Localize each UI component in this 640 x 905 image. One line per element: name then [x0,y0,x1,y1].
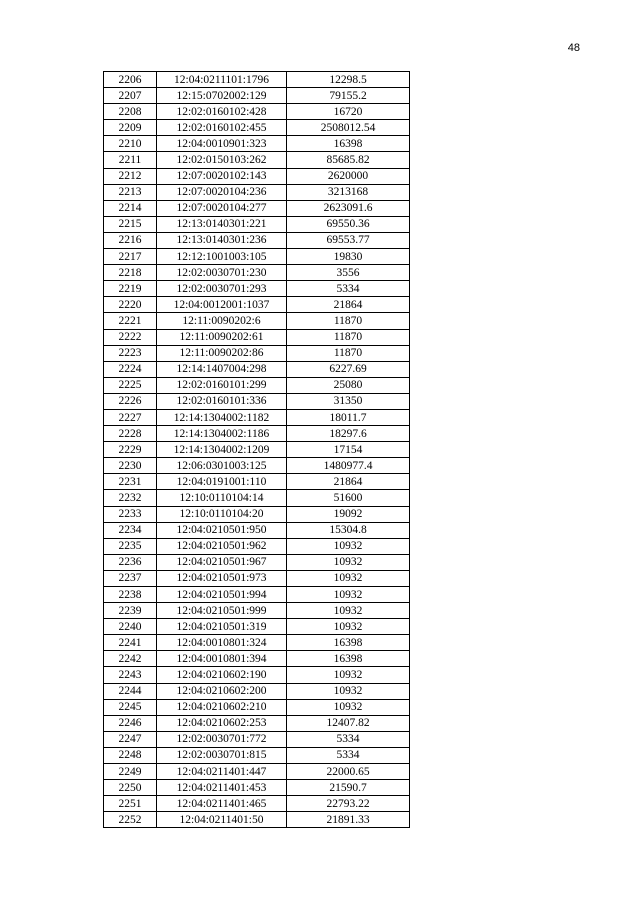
cadastral-number-cell: 12:02:0030701:293 [157,281,287,297]
table-row [104,490,410,506]
value-cell: 21864 [287,297,410,313]
table-body [104,72,410,828]
row-number-cell: 2250 [104,780,157,796]
row-number-cell: 2242 [104,651,157,667]
table-row [104,699,410,715]
row-number-cell: 2224 [104,361,157,377]
cadastral-number-cell: 12:04:0211401:50 [157,812,287,828]
value-cell: 10932 [287,554,410,570]
cadastral-number-cell: 12:10:0110104:20 [157,506,287,522]
row-number-cell: 2251 [104,796,157,812]
table-row [104,667,410,683]
table-row [104,281,410,297]
table-row [104,442,410,458]
row-number-cell: 2214 [104,200,157,216]
value-cell: 10932 [287,587,410,603]
value-cell: 85685.82 [287,152,410,168]
row-number-cell: 2241 [104,635,157,651]
value-cell: 3213168 [287,184,410,200]
row-number-cell: 2247 [104,731,157,747]
table-row [104,458,410,474]
table-row [104,747,410,763]
cadastral-number-cell: 12:04:0210602:200 [157,683,287,699]
table-row [104,474,410,490]
table-row [104,635,410,651]
row-number-cell: 2230 [104,458,157,474]
cadastral-number-cell: 12:11:0090202:6 [157,313,287,329]
row-number-cell: 2235 [104,538,157,554]
value-cell: 2620000 [287,168,410,184]
cadastral-number-cell: 12:04:0010801:394 [157,651,287,667]
table-row [104,522,410,538]
value-cell: 18011.7 [287,409,410,425]
row-number-cell: 2206 [104,72,157,88]
row-number-cell: 2207 [104,88,157,104]
value-cell: 5334 [287,281,410,297]
row-number-cell: 2246 [104,715,157,731]
cadastral-number-cell: 12:04:0210501:950 [157,522,287,538]
table-row [104,152,410,168]
row-number-cell: 2228 [104,426,157,442]
cadastral-number-cell: 12:04:0211101:1796 [157,72,287,88]
cadastral-number-cell: 12:04:0210602:190 [157,667,287,683]
cadastral-number-cell: 12:02:0160101:336 [157,393,287,409]
row-number-cell: 2249 [104,764,157,780]
table-row [104,554,410,570]
cadastral-number-cell: 12:04:0210501:994 [157,587,287,603]
row-number-cell: 2239 [104,603,157,619]
cadastral-number-cell: 12:04:0210501:319 [157,619,287,635]
value-cell: 10932 [287,603,410,619]
table-row [104,184,410,200]
row-number-cell: 2248 [104,747,157,763]
cadastral-number-cell: 12:02:0160102:455 [157,120,287,136]
table-row [104,780,410,796]
value-cell: 18297.6 [287,426,410,442]
table-row [104,72,410,88]
table-row [104,603,410,619]
row-number-cell: 2252 [104,812,157,828]
row-number-cell: 2218 [104,265,157,281]
cadastral-number-cell: 12:04:0210501:973 [157,570,287,586]
row-number-cell: 2236 [104,554,157,570]
cadastral-number-cell: 12:04:0210602:210 [157,699,287,715]
row-number-cell: 2210 [104,136,157,152]
cadastral-table [103,71,410,828]
row-number-cell: 2213 [104,184,157,200]
table-row [104,232,410,248]
cadastral-number-cell: 12:04:0010801:324 [157,635,287,651]
table-row [104,104,410,120]
row-number-cell: 2240 [104,619,157,635]
table-row [104,200,410,216]
row-number-cell: 2243 [104,667,157,683]
row-number-cell: 2219 [104,281,157,297]
table-row [104,168,410,184]
cadastral-number-cell: 12:02:0150103:262 [157,152,287,168]
cadastral-number-cell: 12:07:0020104:277 [157,200,287,216]
table-row [104,812,410,828]
table-row [104,651,410,667]
cadastral-number-cell: 12:04:0210501:967 [157,554,287,570]
cadastral-number-cell: 12:04:0210501:962 [157,538,287,554]
table-row [104,570,410,586]
cadastral-number-cell: 12:02:0030701:815 [157,747,287,763]
row-number-cell: 2216 [104,232,157,248]
table-row [104,297,410,313]
table-row [104,731,410,747]
table-row [104,587,410,603]
cadastral-number-cell: 12:04:0012001:1037 [157,297,287,313]
table-row [104,313,410,329]
value-cell: 10932 [287,683,410,699]
cadastral-number-cell: 12:14:1304002:1182 [157,409,287,425]
value-cell: 21864 [287,474,410,490]
value-cell: 15304.8 [287,522,410,538]
value-cell: 10932 [287,538,410,554]
value-cell: 16398 [287,635,410,651]
value-cell: 22793.22 [287,796,410,812]
value-cell: 69553.77 [287,232,410,248]
value-cell: 12407.82 [287,715,410,731]
cadastral-number-cell: 12:02:0030701:230 [157,265,287,281]
row-number-cell: 2238 [104,587,157,603]
table-row [104,426,410,442]
row-number-cell: 2231 [104,474,157,490]
cadastral-number-cell: 12:04:0210602:253 [157,715,287,731]
table-row [104,393,410,409]
table-row [104,361,410,377]
value-cell: 10932 [287,667,410,683]
value-cell: 17154 [287,442,410,458]
table-row [104,764,410,780]
table-row [104,506,410,522]
table-row [104,715,410,731]
row-number-cell: 2226 [104,393,157,409]
cadastral-number-cell: 12:14:1304002:1186 [157,426,287,442]
table-row [104,136,410,152]
row-number-cell: 2222 [104,329,157,345]
value-cell: 16398 [287,651,410,667]
row-number-cell: 2225 [104,377,157,393]
row-number-cell: 2229 [104,442,157,458]
value-cell: 10932 [287,570,410,586]
value-cell: 11870 [287,345,410,361]
value-cell: 19830 [287,249,410,265]
row-number-cell: 2215 [104,216,157,232]
table-row [104,120,410,136]
cadastral-number-cell: 12:14:1304002:1209 [157,442,287,458]
value-cell: 21891.33 [287,812,410,828]
value-cell: 2508012.54 [287,120,410,136]
table-row [104,377,410,393]
row-number-cell: 2212 [104,168,157,184]
value-cell: 12298.5 [287,72,410,88]
table-row [104,216,410,232]
cadastral-number-cell: 12:11:0090202:86 [157,345,287,361]
value-cell: 11870 [287,329,410,345]
table-row [104,329,410,345]
row-number-cell: 2221 [104,313,157,329]
value-cell: 19092 [287,506,410,522]
value-cell: 5334 [287,747,410,763]
row-number-cell: 2233 [104,506,157,522]
value-cell: 10932 [287,699,410,715]
cadastral-number-cell: 12:04:0211401:453 [157,780,287,796]
row-number-cell: 2232 [104,490,157,506]
value-cell: 5334 [287,731,410,747]
cadastral-number-cell: 12:04:0211401:447 [157,764,287,780]
row-number-cell: 2227 [104,409,157,425]
row-number-cell: 2209 [104,120,157,136]
value-cell: 22000.65 [287,764,410,780]
cadastral-number-cell: 12:14:1407004:298 [157,361,287,377]
cadastral-number-cell: 12:13:0140301:221 [157,216,287,232]
cadastral-number-cell: 12:07:0020102:143 [157,168,287,184]
cadastral-number-cell: 12:04:0010901:323 [157,136,287,152]
value-cell: 16720 [287,104,410,120]
row-number-cell: 2223 [104,345,157,361]
row-number-cell: 2234 [104,522,157,538]
row-number-cell: 2217 [104,249,157,265]
row-number-cell: 2211 [104,152,157,168]
page-number: 48 [567,42,580,54]
cadastral-number-cell: 12:04:0211401:465 [157,796,287,812]
value-cell: 16398 [287,136,410,152]
table-row [104,265,410,281]
value-cell: 11870 [287,313,410,329]
cadastral-number-cell: 12:04:0210501:999 [157,603,287,619]
value-cell: 1480977.4 [287,458,410,474]
table-row [104,683,410,699]
value-cell: 3556 [287,265,410,281]
cadastral-number-cell: 12:15:0702002:129 [157,88,287,104]
table-row [104,619,410,635]
cadastral-number-cell: 12:02:0160102:428 [157,104,287,120]
cadastral-number-cell: 12:12:1001003:105 [157,249,287,265]
table-row [104,345,410,361]
value-cell: 79155.2 [287,88,410,104]
row-number-cell: 2237 [104,570,157,586]
value-cell: 31350 [287,393,410,409]
value-cell: 6227.69 [287,361,410,377]
value-cell: 69550.36 [287,216,410,232]
table-row [104,249,410,265]
cadastral-number-cell: 12:13:0140301:236 [157,232,287,248]
table-row [104,88,410,104]
cadastral-number-cell: 12:10:0110104:14 [157,490,287,506]
cadastral-number-cell: 12:11:0090202:61 [157,329,287,345]
table-row [104,409,410,425]
row-number-cell: 2244 [104,683,157,699]
cadastral-number-cell: 12:04:0191001:110 [157,474,287,490]
cadastral-number-cell: 12:02:0160101:299 [157,377,287,393]
value-cell: 51600 [287,490,410,506]
row-number-cell: 2245 [104,699,157,715]
value-cell: 2623091.6 [287,200,410,216]
cadastral-number-cell: 12:02:0030701:772 [157,731,287,747]
row-number-cell: 2220 [104,297,157,313]
value-cell: 21590.7 [287,780,410,796]
cadastral-number-cell: 12:07:0020104:236 [157,184,287,200]
value-cell: 10932 [287,619,410,635]
table-row [104,538,410,554]
cadastral-number-cell: 12:06:0301003:125 [157,458,287,474]
row-number-cell: 2208 [104,104,157,120]
table-row [104,796,410,812]
value-cell: 25080 [287,377,410,393]
